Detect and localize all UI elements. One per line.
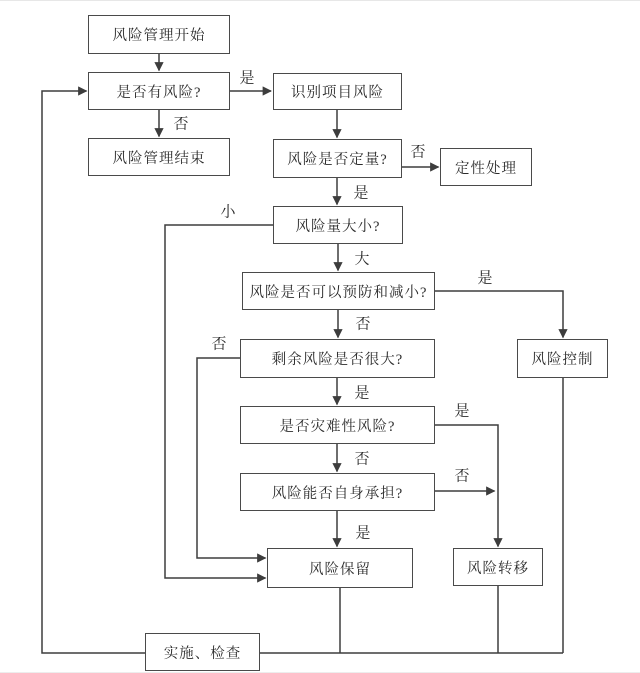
node-implement: 实施、检查 (145, 633, 260, 671)
node-residual: 剩余风险是否很大? (240, 339, 435, 378)
edge-label-yes: 是 (355, 525, 371, 542)
edge-label-no: 否 (173, 116, 189, 133)
edge-label-no: 否 (355, 316, 371, 333)
edge-label-yes: 是 (454, 403, 470, 420)
edge-label-yes: 是 (239, 70, 255, 87)
edge-label-no: 否 (354, 451, 370, 468)
node-retain: 风险保留 (267, 548, 413, 588)
node-qualitative: 定性处理 (440, 148, 532, 186)
node-catastrophic: 是否灾难性风险? (240, 406, 435, 444)
edge-label-yes: 是 (353, 185, 369, 202)
node-has-risk: 是否有风险? (88, 72, 230, 110)
node-end: 风险管理结束 (88, 138, 230, 176)
edge-label-no: 否 (454, 468, 470, 485)
node-control: 风险控制 (517, 339, 608, 378)
edge-label-large: 大 (354, 251, 370, 268)
node-quantify: 风险是否定量? (273, 139, 402, 178)
node-magnitude: 风险量大小? (273, 206, 403, 244)
node-self-bear: 风险能否自身承担? (240, 473, 435, 511)
edge-residual-no-to-retain (197, 358, 266, 558)
edge-label-small: 小 (220, 204, 236, 221)
node-transfer: 风险转移 (453, 548, 543, 586)
edge-catastrophic-yes-to-transfer (435, 425, 498, 547)
edge-label-yes: 是 (477, 270, 493, 287)
node-prevent: 风险是否可以预防和减小? (242, 272, 435, 310)
edge-label-yes: 是 (354, 385, 370, 402)
edge-prevent-yes-to-control (435, 291, 563, 338)
node-start: 风险管理开始 (88, 15, 230, 54)
edge-label-no: 否 (211, 336, 227, 353)
edge-label-no: 否 (410, 144, 426, 161)
node-identify: 识别项目风险 (273, 73, 402, 110)
